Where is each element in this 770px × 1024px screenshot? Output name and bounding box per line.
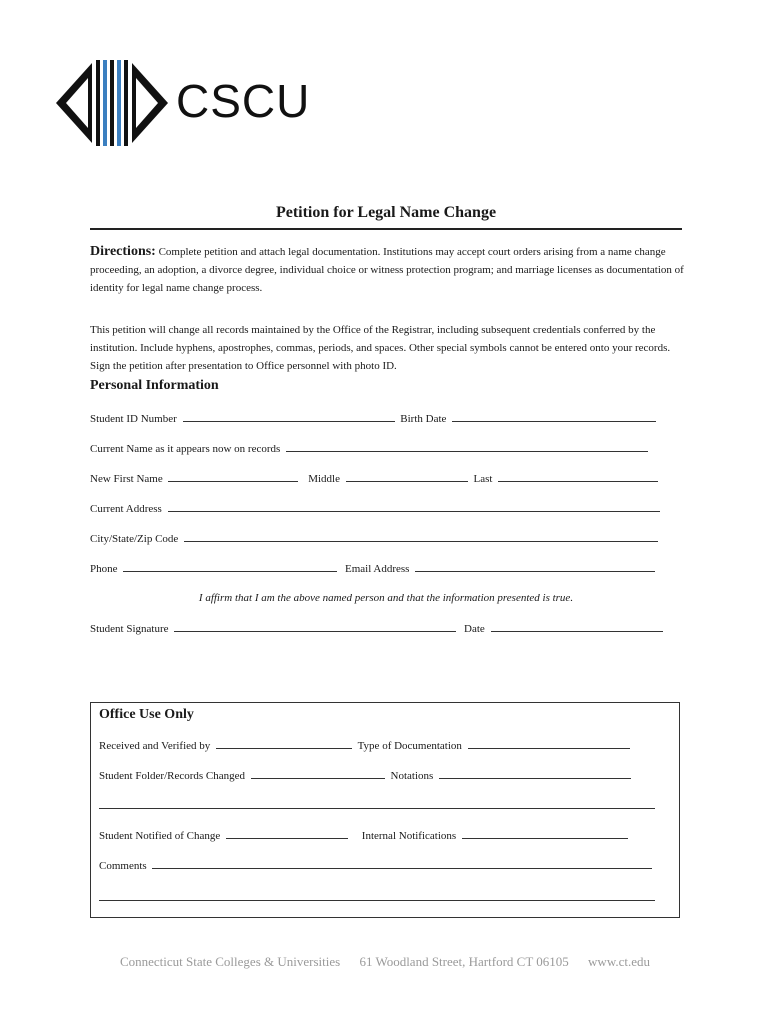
office-use-heading: Office Use Only xyxy=(99,707,194,722)
signature-date-label: Date xyxy=(464,623,485,635)
received-label: Received and Verified by xyxy=(99,740,211,752)
row-current-name xyxy=(90,442,651,455)
internal-label: Internal Notifications xyxy=(361,830,457,842)
received-field[interactable] xyxy=(216,739,352,749)
new-first-label: New First Name xyxy=(90,473,163,485)
new-first-field[interactable] xyxy=(168,472,298,482)
signature-field[interactable] xyxy=(174,622,456,632)
city-label: City/State/Zip Code xyxy=(90,533,179,545)
phone-field[interactable] xyxy=(123,562,337,572)
footer-url: www.ct.edu xyxy=(588,954,651,969)
comments-extra-field[interactable] xyxy=(99,891,655,901)
row-address xyxy=(90,502,663,515)
folder-label: Student Folder/Records Changed xyxy=(99,770,246,782)
email-label: Email Address xyxy=(345,563,410,575)
student-id-label: Student ID Number xyxy=(90,413,177,425)
row-city xyxy=(90,532,661,545)
row-notations-extra xyxy=(99,799,658,812)
address-field[interactable] xyxy=(168,502,660,512)
current-name-label: Current Name as it appears now on records xyxy=(90,443,281,455)
office-use-box xyxy=(90,702,680,918)
last-label: Last xyxy=(473,473,493,485)
logo-text: CSCU xyxy=(176,75,311,127)
signature-label: Student Signature xyxy=(90,623,169,635)
row-comments-extra xyxy=(99,891,658,904)
address-label: Current Address xyxy=(90,503,162,515)
doc-type-label: Type of Documentation xyxy=(357,740,462,752)
directions-heading: Directions: xyxy=(90,244,156,259)
title-divider xyxy=(90,228,682,230)
row-phone-email xyxy=(90,562,658,575)
comments-field[interactable] xyxy=(152,859,652,869)
footer-address: 61 Woodland Street, Hartford CT 06105 xyxy=(359,954,569,969)
directions-paragraph xyxy=(90,243,690,297)
row-comments xyxy=(99,859,655,872)
middle-label: Middle xyxy=(308,473,340,485)
birth-date-label: Birth Date xyxy=(400,413,447,425)
footer-org: Connecticut State Colleges & Universities xyxy=(119,954,341,969)
footer xyxy=(0,954,770,970)
notations-field[interactable] xyxy=(439,769,631,779)
current-name-field[interactable] xyxy=(286,442,648,452)
birth-date-field[interactable] xyxy=(452,412,656,422)
row-student-id xyxy=(90,412,659,425)
row-signature xyxy=(90,622,666,635)
notice-paragraph: This petition will change all records maintained by the Office of the Registrar, including subsequent credentials conferred by the institution. Include hyphens, apostrophes, commas, periods, and spaces. Other special symbols cannot be entered onto your records. Sign the petition after presentation to Office personnel with photo ID. xyxy=(90,324,671,372)
signature-date-field[interactable] xyxy=(491,622,663,632)
page-title: Petition for Legal Name Change xyxy=(275,204,497,221)
row-received xyxy=(99,739,633,752)
directions-text: Complete petition and attach legal documentation. Institutions may accept court orders arising from a name change proceeding, an adoption, a divorce degree, individual choice or witness protection program; and marriage licenses as documentation of identity for legal name change process. xyxy=(90,246,684,294)
folder-field[interactable] xyxy=(251,769,385,779)
row-notified xyxy=(99,829,631,842)
notations-extra-field[interactable] xyxy=(99,799,655,809)
phone-label: Phone xyxy=(90,563,118,575)
notified-label: Student Notified of Change xyxy=(99,830,221,842)
middle-field[interactable] xyxy=(346,472,468,482)
notified-field[interactable] xyxy=(226,829,348,839)
student-id-field[interactable] xyxy=(183,412,395,422)
cscu-logo xyxy=(56,58,326,148)
notations-label: Notations xyxy=(390,770,434,782)
last-field[interactable] xyxy=(498,472,658,482)
comments-label: Comments xyxy=(99,860,147,872)
internal-field[interactable] xyxy=(462,829,628,839)
city-field[interactable] xyxy=(184,532,658,542)
email-field[interactable] xyxy=(415,562,655,572)
personal-info-heading: Personal Information xyxy=(90,378,219,393)
row-new-name xyxy=(90,472,661,485)
row-folder xyxy=(99,769,634,782)
cscu-logo-mark xyxy=(56,58,171,148)
doc-type-field[interactable] xyxy=(468,739,630,749)
affirmation-text: I affirm that I am the above named person and that the information presented is true. xyxy=(198,592,574,604)
